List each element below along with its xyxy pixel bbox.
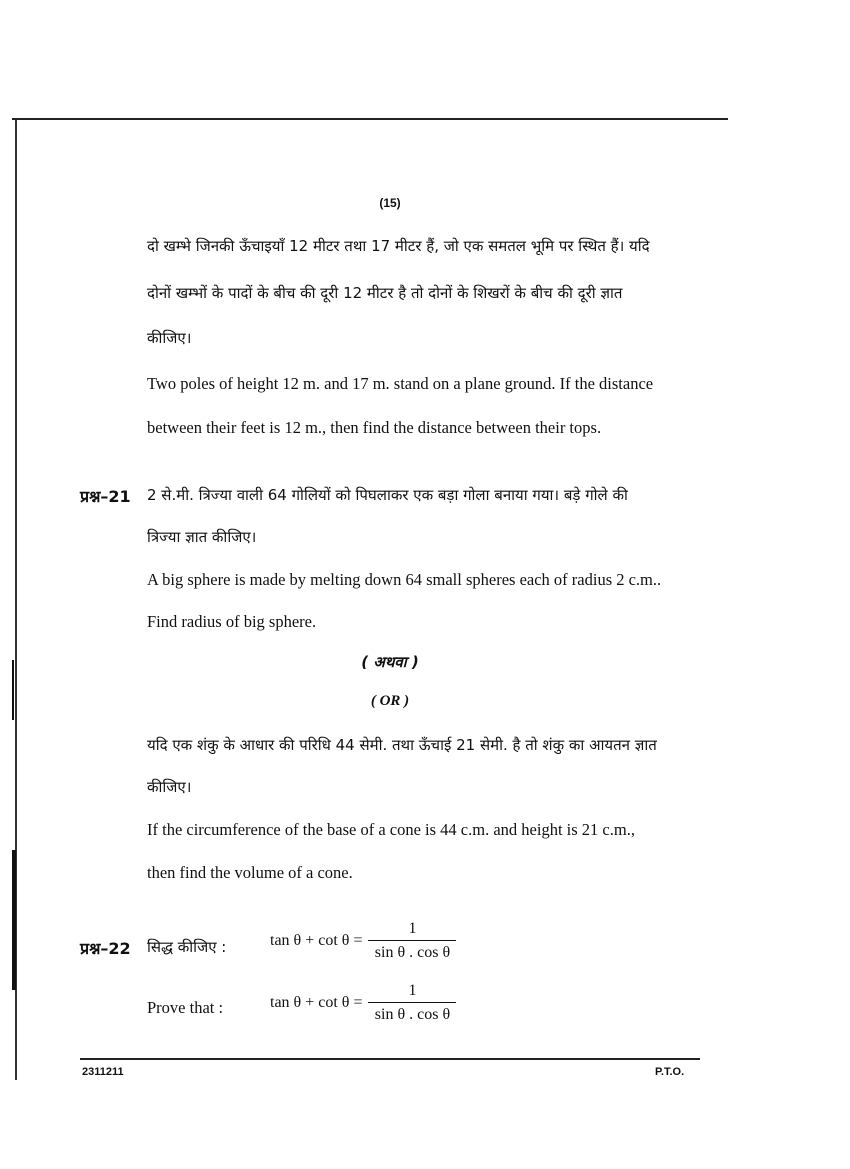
q21-label: प्रश्न–21 bbox=[80, 487, 131, 506]
q20-english-line-2: between their feet is 12 m., then find the distance between their tops. bbox=[147, 418, 602, 437]
fraction-denominator: sin θ . cos θ bbox=[374, 944, 451, 961]
or-english: ( OR ) bbox=[370, 693, 410, 709]
footer-rule bbox=[80, 1058, 700, 1060]
pto-label: P.T.O. bbox=[655, 1066, 685, 1078]
fraction-denominator: sin θ . cos θ bbox=[374, 1006, 451, 1023]
q21-alt-hindi-line-1: यदि एक शंकु के आधार की परिधि 44 सेमी. तथा ऊँचाई 21 सेमी. है तो शंकु का आयतन ज्ञात bbox=[147, 736, 657, 754]
q21-alt-hindi-line-2: कीजिए। bbox=[147, 778, 192, 796]
left-scan-mark bbox=[12, 850, 16, 990]
fraction-numerator: 1 bbox=[368, 920, 456, 941]
identity-fraction bbox=[368, 920, 456, 962]
identity-lhs: tan θ + cot θ = bbox=[270, 932, 363, 949]
fraction-numerator: 1 bbox=[368, 982, 456, 1003]
q20-hindi-line-2: दोनों खम्भों के पादों के बीच की दूरी 12 मीटर है तो दोनों के शिखरों के बीच की दूरी ज्ञात bbox=[147, 284, 623, 302]
paper-code: 2311211 bbox=[82, 1066, 124, 1078]
identity-lhs: tan θ + cot θ = bbox=[270, 994, 363, 1011]
identity-fraction bbox=[368, 982, 456, 1024]
q20-hindi-line-1: दो खम्भे जिनकी ऊँचाइयाँ 12 मीटर तथा 17 मीटर हैं, जो एक समतल भूमि पर स्थित हैं। यदि bbox=[147, 237, 650, 255]
top-border-rule bbox=[12, 118, 728, 120]
q21-english-line-1: A big sphere is made by melting down 64 small spheres each of radius 2 c.m.. bbox=[147, 570, 662, 589]
q22-label: प्रश्न–22 bbox=[80, 939, 131, 958]
q22-identity-english bbox=[270, 982, 456, 1024]
q22-hindi-prompt: सिद्ध कीजिए : bbox=[147, 938, 227, 956]
q20-english-line-1: Two poles of height 12 m. and 17 m. stand on a plane ground. If the distance bbox=[147, 374, 654, 393]
q22-english-prompt: Prove that : bbox=[147, 998, 224, 1017]
q21-english-line-2: Find radius of big sphere. bbox=[147, 612, 317, 631]
q20-hindi-line-3: कीजिए। bbox=[147, 329, 192, 347]
q22-identity-hindi bbox=[270, 920, 456, 962]
q21-alt-english-line-2: then find the volume of a cone. bbox=[147, 863, 353, 882]
q21-hindi-line-1: 2 से.मी. त्रिज्या वाली 64 गोलियों को पिघलाकर एक बड़ा गोला बनाया गया। बड़े गोले की bbox=[147, 486, 628, 504]
q21-alt-english-line-1: If the circumference of the base of a cone is 44 c.m. and height is 21 c.m., bbox=[147, 820, 635, 839]
q21-hindi-line-2: त्रिज्या ज्ञात कीजिए। bbox=[147, 528, 257, 546]
or-hindi: ( अथवा ) bbox=[361, 653, 419, 671]
page-number: (15) bbox=[379, 196, 401, 210]
